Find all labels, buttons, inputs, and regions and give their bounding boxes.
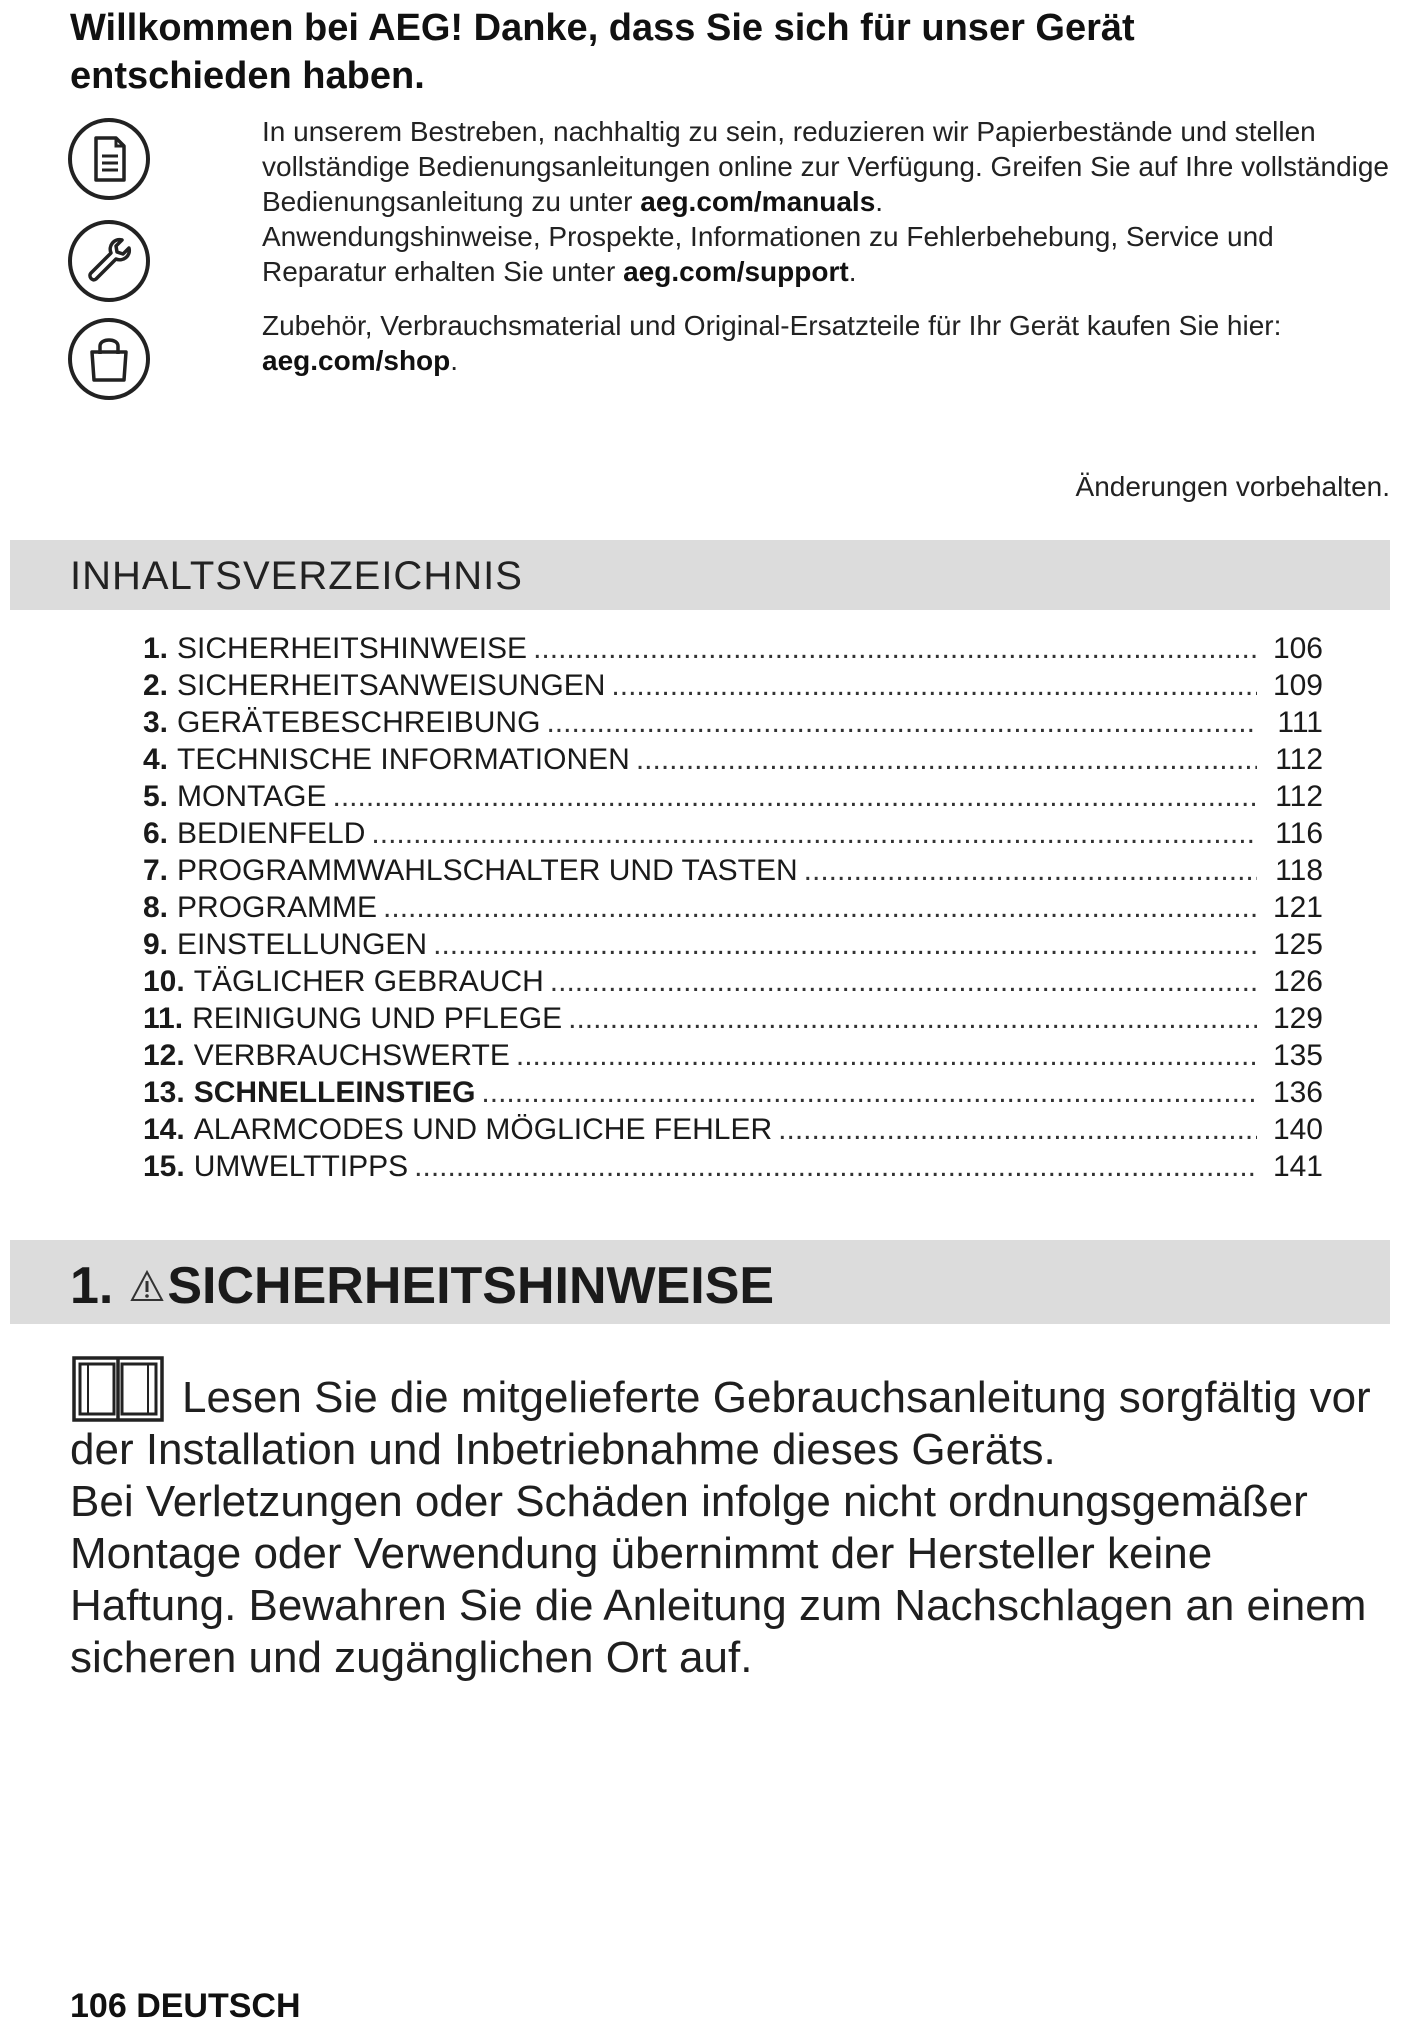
safety-paragraph-1-text: Lesen Sie die mitgelieferte Gebrauchsanleitung sorgfältig vor der Installation und Inbetriebnahme dieses Geräts. [70,1373,1371,1474]
welcome-heading [70,4,1310,100]
safety-intro [70,1372,1390,1684]
safety-paragraph-1 [70,1372,1390,1476]
toc-entry-number: 6. [143,817,169,850]
section-number: 1. [70,1257,114,1315]
toc-entry-number: 15. [143,1150,185,1183]
toc-entry-number: 13. [143,1076,185,1109]
toc-entry-number: 14. [143,1113,185,1146]
toc-entry-title: PROGRAMME [177,891,378,924]
toc-entry-leader [433,926,1257,963]
toc-entry-number: 2. [143,669,169,702]
toc-entry-leader [550,963,1257,1000]
section-title [70,1256,774,1316]
support-end: . [848,256,857,287]
toc-entry-page: 112 [1275,743,1323,776]
toc-entry-number: 8. [143,891,169,924]
toc-entry-page: 141 [1272,1150,1323,1183]
toc-entry[interactable] [143,630,1323,667]
toc-entry-page: 118 [1275,854,1323,887]
toc-entry[interactable] [143,741,1323,778]
manuals-end: . [875,186,884,217]
support-link[interactable]: aeg.com/support [623,256,849,287]
toc-entry-number: 9. [143,928,169,961]
toc-entry-title: ALARMCODES UND MÖGLICHE FEHLER [193,1113,773,1146]
toc-entry-title: REINIGUNG UND PFLEGE [192,1002,563,1035]
toc-entry-leader [516,1037,1257,1074]
toc-entry[interactable] [143,1074,1323,1111]
toc-entry-number: 11. [143,1002,184,1035]
toc-entry-number: 3. [143,706,169,739]
toc-entry-title: TECHNISCHE INFORMATIONEN [177,743,630,776]
manual-document-icon [66,116,152,202]
toc-entry-page: 135 [1272,1039,1323,1072]
toc-entry-title: PROGRAMMWAHLSCHALTER UND TASTEN [177,854,798,887]
changes-note: Änderungen vorbehalten. [1075,471,1390,502]
toc-entry-leader [568,1000,1257,1037]
toc-entry-number: 4. [143,743,169,776]
toc-entry-page: 129 [1272,1002,1323,1035]
toc-entry[interactable] [143,1148,1323,1185]
toc-entry-page: 140 [1272,1113,1323,1146]
toc-title: INHALTSVERZEICHNIS [70,554,523,598]
toc-entry-number: 1. [143,632,169,665]
toc-entry[interactable] [143,889,1323,926]
toc-entry-leader [546,704,1257,741]
toc-entry-leader [804,852,1257,889]
toc-entry[interactable] [143,1037,1323,1074]
toc-entry-title: SCHNELLEINSTIEG [193,1076,476,1109]
shopping-bag-icon [66,316,152,402]
toc-entry-page: 125 [1272,928,1323,961]
toc-entry-leader [383,889,1257,926]
toc-entry-title: VERBRAUCHSWERTE [193,1039,510,1072]
safety-paragraph-2: Bei Verletzungen oder Schäden infolge nicht ordnungsgemäßer Montage oder Verwendung übernimmt der Hersteller keine Haftung. Bewahren Sie die Anleitung zum Nachschlagen an einem sicheren und zugänglichen Ort auf. [70,1477,1367,1682]
welcome-line-1: Willkommen bei AEG! Danke, dass Sie sich für unser Gerät [70,7,1135,49]
toc-entry-title: UMWELTTIPPS [193,1150,409,1183]
manuals-paragraph [262,114,1392,289]
toc-entry-title: TÄGLICHER GEBRAUCH [193,965,544,998]
toc-entry-title: SICHERHEITSHINWEISE [177,632,528,665]
section-heading: SICHERHEITSHINWEISE [167,1257,775,1315]
manuals-link[interactable]: aeg.com/manuals [640,186,876,217]
toc-entry-page: 106 [1272,632,1323,665]
toc-entry[interactable] [143,852,1323,889]
welcome-line-2: entschieden haben. [70,55,425,97]
toc-entry-page: 112 [1275,780,1323,813]
toc-entry-leader [481,1074,1257,1111]
shop-end: . [450,345,459,376]
support-text: Anwendungshinweise, Prospekte, Informationen zu Fehlerbehebung, Service und Reparatur erhalten Sie unter [262,221,1274,287]
toc-entry-leader [332,778,1257,815]
toc-entry-page: 116 [1275,817,1323,850]
toc-entry-page: 121 [1272,891,1323,924]
shop-text: Zubehör, Verbrauchsmaterial und Original-Ersatzteile für Ihr Gerät kaufen Sie hier: [262,310,1282,341]
toc-entry-number: 12. [143,1039,185,1072]
shop-paragraph [262,308,1392,378]
toc-entry[interactable] [143,667,1323,704]
toc-entry-title: MONTAGE [177,780,327,813]
toc-entry[interactable] [143,963,1323,1000]
toc-entry-title: EINSTELLUNGEN [177,928,428,961]
toc-entry-page: 136 [1272,1076,1323,1109]
toc-entry-leader [371,815,1257,852]
toc-entry-page: 111 [1277,706,1323,739]
wrench-icon [66,218,152,304]
footer-language: DEUTSCH [136,1987,301,2025]
toc-entry-leader [414,1148,1257,1185]
toc-entry-number: 10. [143,965,185,998]
toc-entry[interactable] [143,1111,1323,1148]
toc-entry-title: SICHERHEITSANWEISUNGEN [177,669,606,702]
toc-entry-page: 126 [1272,965,1323,998]
toc-entry-leader [533,630,1257,667]
shop-link[interactable]: aeg.com/shop [262,345,451,376]
toc-entry[interactable] [143,926,1323,963]
toc-entry-number: 5. [143,780,169,813]
toc-entry-number: 7. [143,854,169,887]
toc-entry-page: 109 [1272,669,1323,702]
toc-entry[interactable] [143,815,1323,852]
page-number: 106 [70,1987,127,2025]
toc-entry[interactable] [143,778,1323,815]
page-footer [70,1986,301,2026]
toc-entry[interactable] [143,704,1323,741]
warning-triangle-icon [129,1268,165,1304]
toc-entry-title: BEDIENFELD [177,817,366,850]
toc-entry[interactable] [143,1000,1323,1037]
manuals-text: In unserem Bestreben, nachhaltig zu sein, reduzieren wir Papierbestände und stellen vollständige Bedienungsanleitungen online zur Verfügung. Greifen Sie auf Ihre vollständige Bedienungsanleitung zu unter [262,116,1389,217]
toc-entry-leader [778,1111,1257,1148]
toc-entry-title: GERÄTEBESCHREIBUNG [177,706,541,739]
table-of-contents [143,630,1323,1185]
toc-entry-leader [636,741,1257,778]
toc-entry-leader [611,667,1257,704]
